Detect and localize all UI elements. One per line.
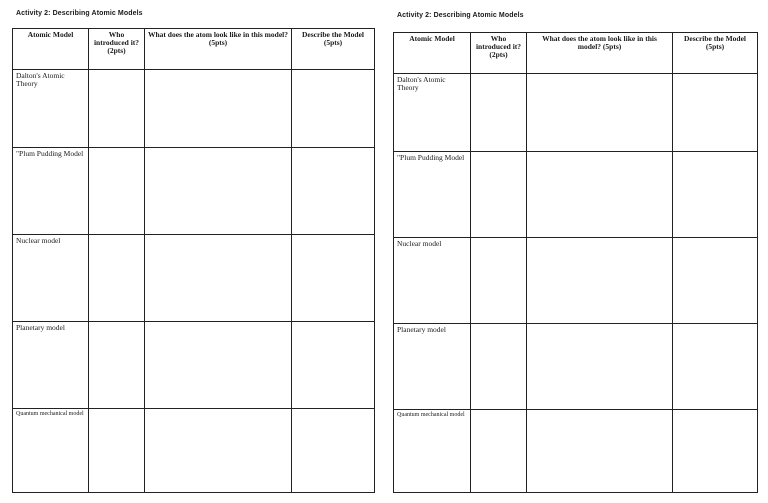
table-row [394,152,758,238]
model-name-cell: Planetary model [394,324,471,410]
atom-look-cell[interactable] [527,238,673,324]
who-introduced-cell[interactable] [471,410,527,493]
describe-cell[interactable] [292,409,375,493]
describe-cell[interactable] [673,238,758,324]
header-describe-model: Describe the Model (5pts) [673,33,758,74]
atom-look-cell[interactable] [527,74,673,152]
atomic-models-table [393,32,758,493]
describe-cell[interactable] [673,410,758,493]
table-row [13,409,375,493]
table-row [13,322,375,409]
atom-look-cell[interactable] [145,148,292,235]
model-name-cell: Nuclear model [13,235,89,322]
who-introduced-cell[interactable] [471,74,527,152]
model-name-cell: Quantum mechanical model [13,409,89,493]
model-name-cell: Dalton's Atomic Theory [13,70,89,148]
model-name-cell: Quantum mechanical model [394,410,471,493]
who-introduced-cell[interactable] [89,70,145,148]
worksheet-right [393,10,757,493]
worksheet-left [12,8,374,493]
who-introduced-cell[interactable] [89,322,145,409]
header-who-introduced: Who introduced it? (2pts) [471,33,527,74]
atomic-models-table [12,28,375,493]
model-name-cell: "Plum Pudding Model [13,148,89,235]
who-introduced-cell[interactable] [471,324,527,410]
header-describe-model: Describe the Model (5pts) [292,29,375,70]
header-atomic-model: Atomic Model [13,29,89,70]
atom-look-cell[interactable] [145,409,292,493]
describe-cell[interactable] [292,148,375,235]
table-row [13,148,375,235]
describe-cell[interactable] [292,235,375,322]
atom-look-cell[interactable] [527,410,673,493]
model-name-cell: Nuclear model [394,238,471,324]
atom-look-cell[interactable] [145,322,292,409]
table-row [13,70,375,148]
header-row [13,29,375,70]
model-name-cell: Dalton's Atomic Theory [394,74,471,152]
model-name-cell: "Plum Pudding Model [394,152,471,238]
activity-title: Activity 2: Describing Atomic Models [16,10,143,17]
describe-cell[interactable] [292,70,375,148]
describe-cell[interactable] [292,322,375,409]
header-atom-look: What does the atom look like in this model? (5pts) [527,33,673,74]
header-row [394,33,758,74]
header-atomic-model: Atomic Model [394,33,471,74]
describe-cell[interactable] [673,324,758,410]
who-introduced-cell[interactable] [471,152,527,238]
who-introduced-cell[interactable] [471,238,527,324]
header-who-introduced: Who introduced it? (2pts) [89,29,145,70]
who-introduced-cell[interactable] [89,148,145,235]
atom-look-cell[interactable] [527,324,673,410]
atom-look-cell[interactable] [145,70,292,148]
model-name-cell: Planetary model [13,322,89,409]
atom-look-cell[interactable] [527,152,673,238]
table-row [394,324,758,410]
describe-cell[interactable] [673,74,758,152]
table-row [394,238,758,324]
describe-cell[interactable] [673,152,758,238]
activity-title: Activity 2: Describing Atomic Models [397,12,524,19]
table-row [13,235,375,322]
table-row [394,410,758,493]
who-introduced-cell[interactable] [89,235,145,322]
atom-look-cell[interactable] [145,235,292,322]
who-introduced-cell[interactable] [89,409,145,493]
header-atom-look: What does the atom look like in this model? (5pts) [145,29,292,70]
table-row [394,74,758,152]
